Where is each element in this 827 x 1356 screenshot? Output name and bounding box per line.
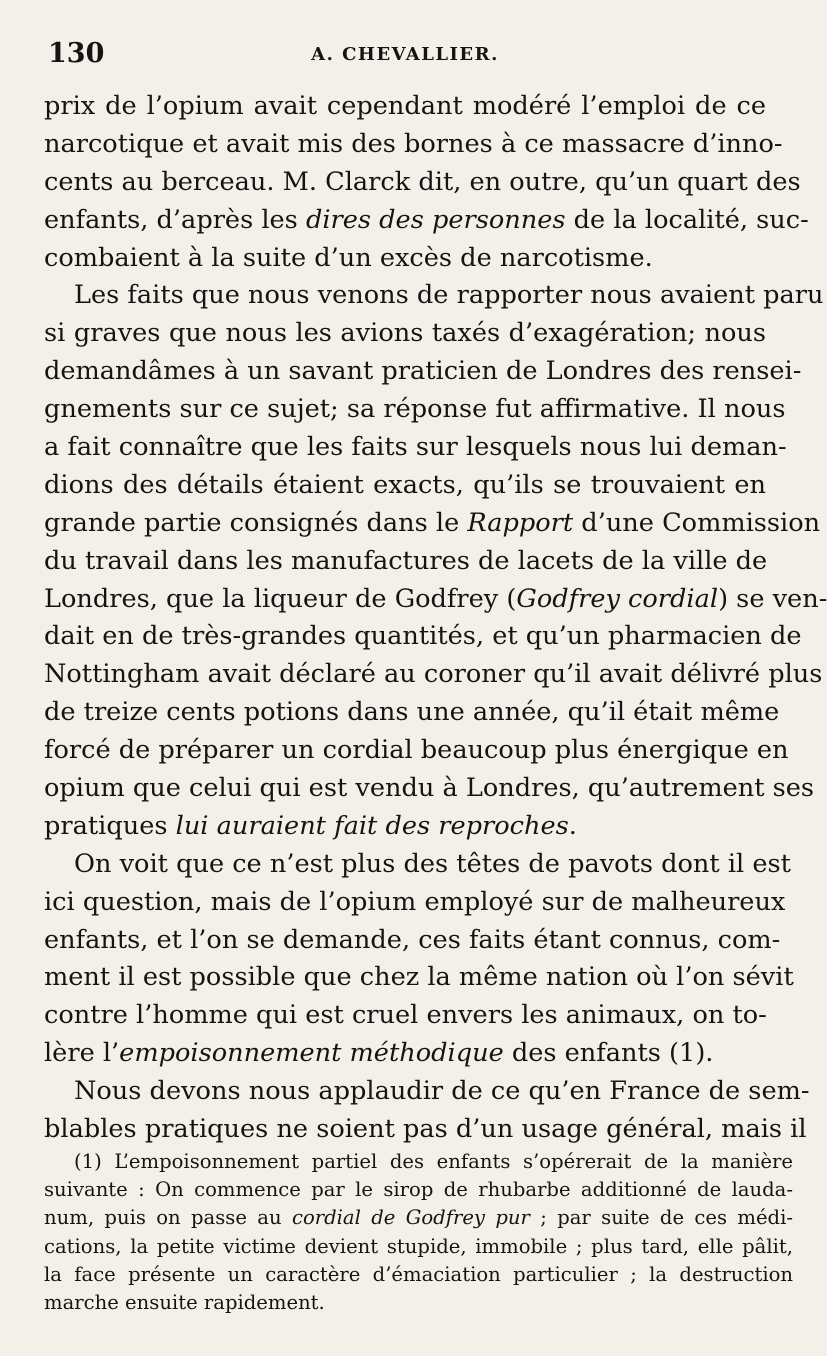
- footnote-line: cations, la petite victime devient stupide, immobile ; plus tard, elle pâlit,: [44, 1234, 793, 1258]
- italic-segment: lui auraient fait des reproches: [175, 810, 569, 841]
- text-segment: ; par suite de ces médi-: [529, 1206, 793, 1230]
- text-line: blables pratiques ne soient pas d’un usage général, mais il: [44, 1114, 807, 1145]
- text-line: combaient à la suite d’un excès de narcotisme.: [44, 242, 653, 273]
- text-segment: enfants, d’après les: [44, 204, 306, 235]
- text-line: a fait connaître que les faits sur lesquels nous lui deman-: [44, 432, 787, 463]
- text-line: demandâmes à un savant praticien de Londres des rensei-: [44, 356, 802, 387]
- text-line: [44, 1035, 766, 1073]
- text-line: narcotique et avait mis des bornes à ce massacre d’inno-: [44, 128, 783, 159]
- text-line: [44, 505, 821, 543]
- text-line: du travail dans les manufactures de lacets de la ville de: [44, 545, 768, 576]
- italic-segment: Godfrey cordial: [516, 583, 719, 614]
- text-line: [44, 581, 827, 619]
- text-line: On voit que ce n’est plus des têtes de pavots dont il est: [74, 848, 791, 879]
- text-segment: grande partie consignés dans le: [44, 507, 468, 538]
- text-line: [44, 808, 766, 846]
- text-line: Nottingham avait déclaré au coroner qu’il avait délivré plus: [44, 659, 823, 690]
- text-segment: lère l’: [44, 1038, 120, 1069]
- footnote-line: (1) L’empoisonnement partiel des enfants s’opérerait de la manière: [74, 1150, 793, 1173]
- page-header: [44, 38, 766, 74]
- footnotes: [44, 1148, 793, 1317]
- text-line: prix de l’opium avait cependant modéré l’emploi de ce: [44, 91, 766, 121]
- text-line: Les faits que nous venons de rapporter nous avaient paru: [74, 280, 824, 311]
- italic-segment: empoisonnement méthodique: [119, 1038, 504, 1069]
- text-segment: num, puis on passe au: [44, 1206, 292, 1230]
- text-segment: de la localité, suc-: [565, 204, 809, 235]
- text-line: opium que celui qui est vendu à Londres, qu’autrement ses: [44, 773, 815, 804]
- text-segment: .: [568, 810, 577, 841]
- text-line: si graves que nous les avions taxés d’exagération; nous: [44, 318, 766, 349]
- footnote-line: suivante : On commence par le sirop de rhubarbe additionné de lauda-: [44, 1178, 793, 1202]
- text-line: enfants, et l’on se demande, ces faits étant connus, com-: [44, 924, 781, 955]
- text-segment: Londres, que la liqueur de Godfrey (: [44, 583, 517, 614]
- text-segment: pratiques: [44, 810, 176, 841]
- text-segment: des enfants (1).: [503, 1038, 714, 1069]
- text-segment: d’une Commission: [573, 507, 821, 538]
- text-line: dait en de très-grandes quantités, et qu’un pharmacien de: [44, 621, 802, 652]
- text-line: dions des détails étaient exacts, qu’ils se trouvaient en: [44, 469, 766, 500]
- text-line: ment il est possible que chez la même nation où l’on sévit: [44, 962, 794, 993]
- text-line: [44, 202, 809, 240]
- italic-segment: cordial de Godfrey pur: [291, 1206, 530, 1230]
- text-line: forcé de préparer un cordial beaucoup plus énergique en: [44, 735, 789, 766]
- body-text: [44, 88, 827, 1149]
- footnote-line: marche ensuite rapidement.: [44, 1290, 325, 1314]
- text-line: cents au berceau. M. Clarck dit, en outre, qu’un quart des: [44, 166, 801, 197]
- italic-segment: Rapport: [467, 507, 574, 538]
- text-line: gnements sur ce sujet; sa réponse fut affirmative. Il nous: [44, 394, 786, 425]
- text-line: Nous devons nous applaudir de ce qu’en France de sem-: [74, 1076, 810, 1107]
- text-line: ici question, mais de l’opium employé sur de malheureux: [44, 886, 786, 917]
- italic-segment: dires des personnes: [305, 204, 566, 235]
- footnote-line: [44, 1204, 793, 1232]
- text-line: de treize cents potions dans une année, qu’il était même: [44, 697, 780, 728]
- text-line: contre l’homme qui est cruel envers les animaux, on to-: [44, 1000, 767, 1031]
- running-head: A. CHEVALLIER.: [311, 44, 499, 65]
- text-segment: ) se ven-: [718, 583, 827, 614]
- footnote-line: la face présente un caractère d’émaciation particulier ; la destruction: [44, 1262, 793, 1286]
- page-number: 130: [48, 38, 105, 69]
